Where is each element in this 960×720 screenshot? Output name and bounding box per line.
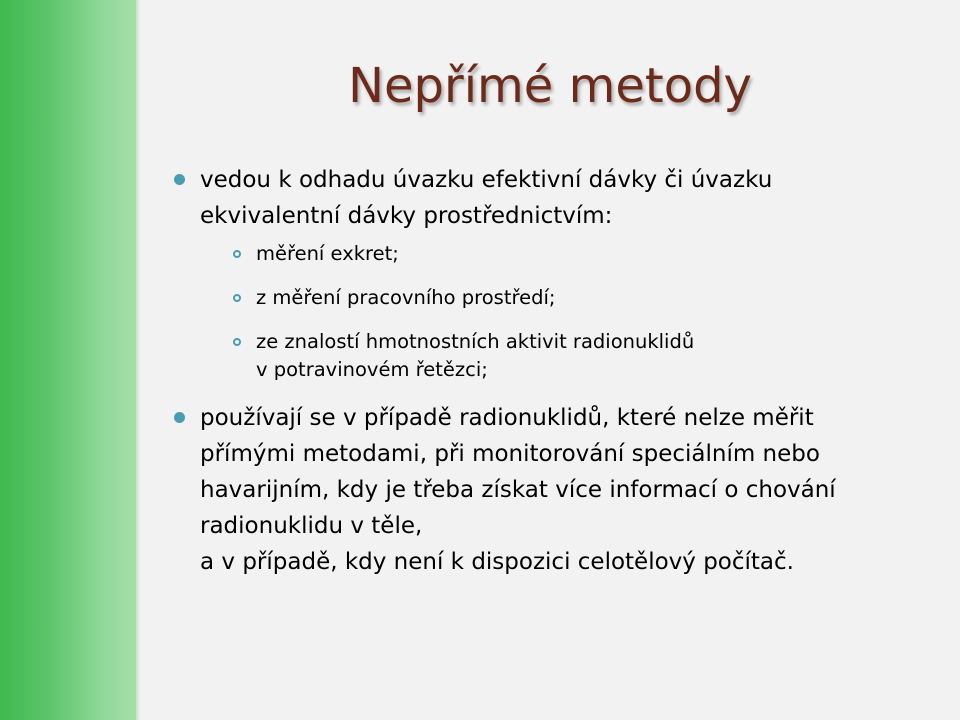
bullet-line: vedou k odhadu úvazku efektivní dávky či úvazku (200, 167, 773, 193)
slide-content (172, 162, 912, 580)
slide-title: Nepřímé metody (348, 58, 752, 114)
circle-bullet-icon (233, 338, 241, 346)
sub-item-line: měření exkret; (256, 242, 399, 265)
bullet-line: používají se v případě radionuklidů, které nelze měřit (200, 405, 814, 431)
sub-item-line: z měření pracovního prostředí; (256, 286, 556, 309)
bullet-line: přímými metodami, při monitorování speciálním nebo (200, 441, 820, 467)
bullet-line: a v případě, kdy není k dispozici celotělový počítač. (200, 549, 794, 575)
bullet-dot-icon (174, 412, 185, 423)
bullet-item (172, 162, 912, 384)
sub-item (200, 284, 912, 312)
bullet-dot-icon (174, 174, 185, 185)
sub-item-line: ze znalostí hmotnostních aktivit radionuklidů (256, 330, 695, 353)
green-side-bar (0, 0, 136, 720)
sub-item (200, 240, 912, 268)
sub-item (200, 328, 912, 384)
bullet-line: radionuklidu v těle, (200, 513, 423, 539)
bullet-item (172, 400, 912, 580)
circle-bullet-icon (233, 250, 241, 258)
sub-item-line: v potravinovém řetězci; (256, 358, 488, 381)
bullet-line: ekvivalentní dávky prostřednictvím: (200, 203, 613, 229)
circle-bullet-icon (233, 294, 241, 302)
bullet-line: havarijním, kdy je třeba získat více informací o chování (200, 477, 836, 503)
sub-list (200, 240, 912, 384)
